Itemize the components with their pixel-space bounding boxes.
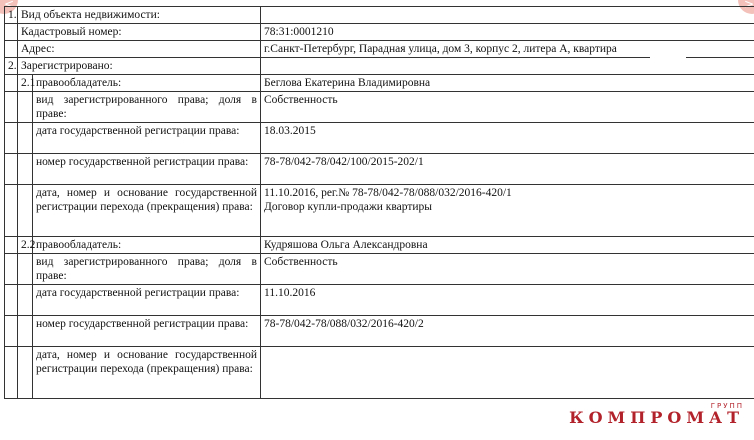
- right-type-label: вид зарегистрированного права; доля в праве:: [33, 254, 261, 285]
- table-row: [5, 154, 754, 185]
- reg-number-label: номер государственной регистрации права:: [33, 316, 261, 347]
- reg-date-value: 11.10.2016: [261, 285, 754, 316]
- address-value: г.Санкт-Петербург, Парадная улица, дом 3, корпус 2, литера А, квартира: [261, 41, 754, 58]
- watermark-main: КОМПРОМАТ: [569, 408, 744, 427]
- transfer-value-line: 11.10.2016, рег.№ 78-78/042-78/088/032/2016-420/1: [264, 187, 512, 199]
- table-row: [5, 123, 754, 154]
- section-number: 1.: [5, 7, 18, 24]
- object-type-value: [261, 7, 754, 24]
- redaction-box: [650, 48, 686, 64]
- holder-value: Беглова Екатерина Владимировна: [261, 75, 754, 92]
- right-type-label: вид зарегистрированного права; доля в праве:: [33, 92, 261, 123]
- table-row: [5, 75, 754, 92]
- watermark-group: ГРУПП: [710, 402, 744, 410]
- cadastral-label: Кадастровый номер:: [18, 24, 261, 41]
- reg-number-value: 78-78/042-78/042/100/2015-202/1: [261, 154, 754, 185]
- cadastral-value: 78:31:0001210: [261, 24, 754, 41]
- table-row: [5, 92, 754, 123]
- table-row: [5, 285, 754, 316]
- holder-label: правообладатель:: [33, 75, 261, 92]
- right-type-value: Собственность: [261, 92, 754, 123]
- table-row: [5, 41, 754, 58]
- watermark-logo: [569, 402, 744, 426]
- reg-number-label: номер государственной регистрации права:: [33, 154, 261, 185]
- holder-value: Кудряшова Ольга Александровна: [261, 237, 754, 254]
- table-row: [5, 347, 754, 399]
- table-row: [5, 24, 754, 41]
- reg-number-value: 78-78/042-78/088/032/2016-420/2: [261, 316, 754, 347]
- table-row: [5, 7, 754, 24]
- reg-date-label: дата государственной регистрации права:: [33, 123, 261, 154]
- address-label: Адрес:: [18, 41, 261, 58]
- holder-label: правообладатель:: [33, 237, 261, 254]
- table-row: [5, 185, 754, 237]
- transfer-value: [261, 185, 754, 237]
- transfer-label: дата, номер и основание государственной регистрации перехода (прекращения) права:: [33, 347, 261, 399]
- transfer-label: дата, номер и основание государственной регистрации перехода (прекращения) права:: [33, 185, 261, 237]
- egrn-extract-table: [4, 6, 754, 399]
- registered-label: Зарегистрировано:: [18, 58, 261, 75]
- chevron-left-icon: <: [4, 0, 15, 11]
- table-row: [5, 254, 754, 285]
- holder-number: 2.1: [18, 75, 33, 92]
- table-row: [5, 316, 754, 347]
- chevron-right-icon: >: [744, 0, 754, 11]
- reg-date-value: 18.03.2015: [261, 123, 754, 154]
- section-number: 2.: [5, 58, 18, 75]
- transfer-value: [261, 347, 754, 399]
- table-row: [5, 237, 754, 254]
- reg-date-label: дата государственной регистрации права:: [33, 285, 261, 316]
- object-type-label: Вид объекта недвижимости:: [18, 7, 261, 24]
- right-type-value: Собственность: [261, 254, 754, 285]
- holder-number: 2.2: [18, 237, 33, 254]
- table-row: [5, 58, 754, 75]
- transfer-value-line: Договор купли-продажи квартиры: [264, 201, 433, 213]
